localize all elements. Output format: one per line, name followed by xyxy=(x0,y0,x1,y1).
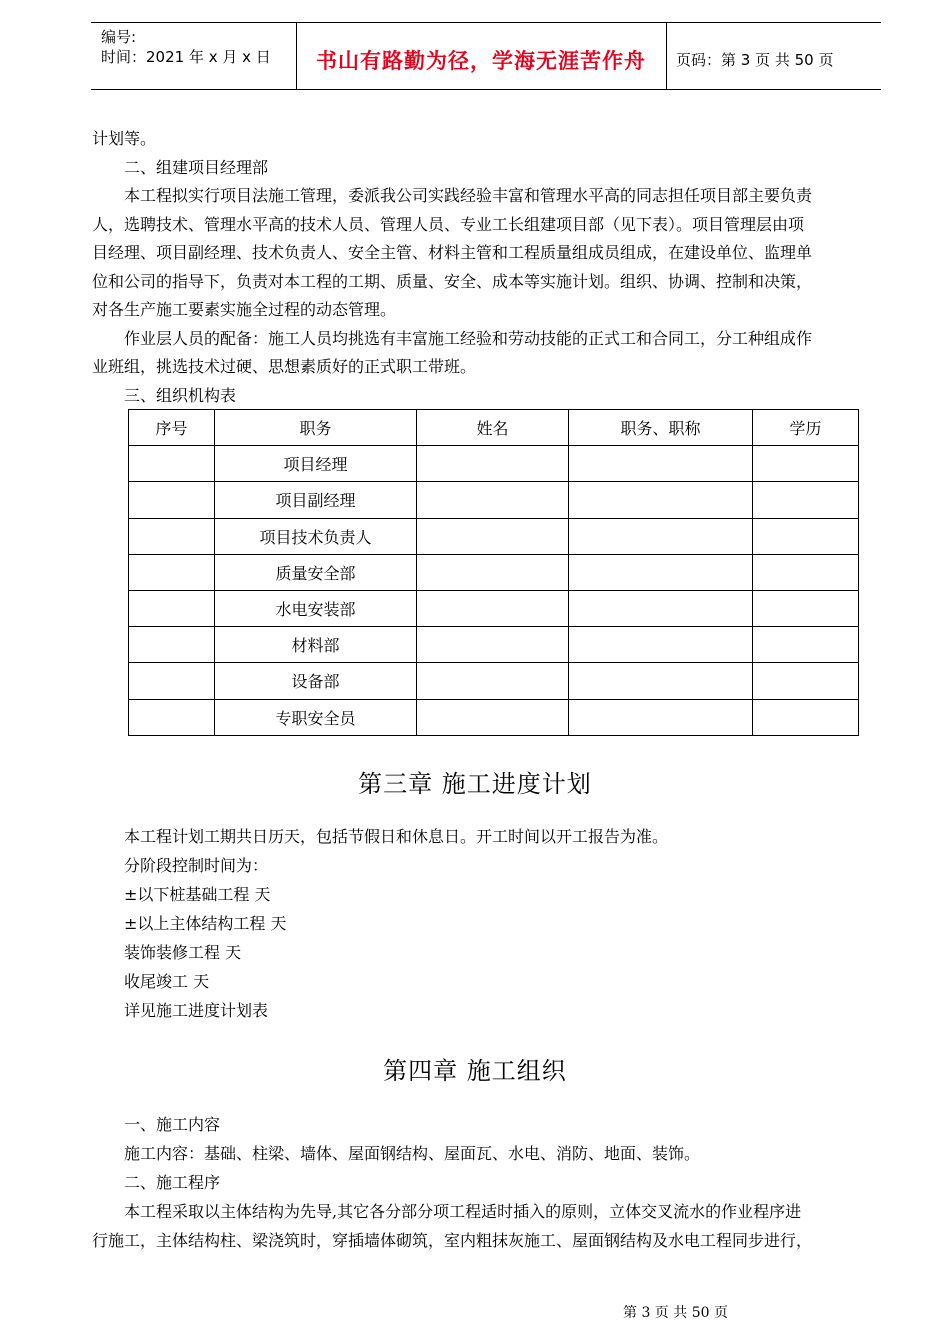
text-line: 收尾竣工 天 xyxy=(124,972,210,991)
organization-table xyxy=(128,409,859,736)
position-cell: 项目经理 xyxy=(215,446,417,482)
section-heading: 三、组织机构表 xyxy=(124,386,237,405)
table-row xyxy=(129,554,859,590)
text-line: ±以下桩基础工程 天 xyxy=(124,885,271,904)
chapter-title: 第四章 施工组织 xyxy=(383,1057,567,1085)
table-row xyxy=(129,446,859,482)
text-line: 施工内容：基础、柱梁、墙体、屋面钢结构、屋面瓦、水电、消防、地面、装饰。 xyxy=(124,1144,701,1163)
header-cell: 职务 xyxy=(215,410,417,446)
text-line: 装饰装修工程 天 xyxy=(124,943,242,962)
paragraph-line: 作业层人员的配备：施工人员均挑选有丰富施工经验和劳动技能的正式工和合同工，分工种组成作 xyxy=(124,329,813,348)
table-row xyxy=(129,699,859,735)
position-cell: 设备部 xyxy=(215,663,417,699)
header-meta xyxy=(101,27,271,67)
text-line: ±以上主体结构工程 天 xyxy=(124,914,287,933)
time-label: 时间：2021 年 x 月 x 日 xyxy=(101,48,271,66)
header-cell: 序号 xyxy=(129,410,215,446)
section-heading: 二、组建项目经理部 xyxy=(124,158,269,177)
header-cell: 学历 xyxy=(753,410,859,446)
text-line: 分阶段控制时间为： xyxy=(124,856,269,875)
page-header xyxy=(91,22,881,90)
paragraph-line: 对各生产施工要素实施全过程的动态管理。 xyxy=(92,300,397,319)
position-cell: 质量安全部 xyxy=(215,554,417,590)
page-footer: 第 3 页 共 50 页 xyxy=(623,1305,728,1321)
table-row xyxy=(129,590,859,626)
table-header-row xyxy=(129,410,859,446)
table-row xyxy=(129,663,859,699)
section-heading: 一、施工内容 xyxy=(124,1115,221,1134)
header-divider xyxy=(666,23,667,89)
position-cell: 材料部 xyxy=(215,627,417,663)
paragraph-line: 业班组，挑选技术过硬、思想素质好的正式职工带班。 xyxy=(92,357,477,376)
section-heading: 二、施工程序 xyxy=(124,1173,221,1192)
chapter-title: 第三章 施工进度计划 xyxy=(358,770,592,798)
text-line: 本工程计划工期共日历天，包括节假日和休息日。开工时间以开工报告为准。 xyxy=(124,827,669,846)
table-row xyxy=(129,482,859,518)
header-cell: 姓名 xyxy=(417,410,569,446)
position-cell: 专职安全员 xyxy=(215,699,417,735)
table-row xyxy=(129,627,859,663)
number-label: 编号: xyxy=(101,28,137,46)
paragraph-line: 位和公司的指导下，负责对本工程的工期、质量、安全、成本等实施计划。组织、协调、控制和决策， xyxy=(92,272,813,291)
table-row xyxy=(129,518,859,554)
text-line: 详见施工进度计划表 xyxy=(124,1001,269,1020)
paragraph-line: 本工程拟实行项目法施工管理，委派我公司实践经验丰富和管理水平高的同志担任项目部主要负责 xyxy=(124,186,813,205)
header-motto: 书山有路勤为径，学海无涯苦作舟 xyxy=(316,48,646,73)
header-cell: 职务、职称 xyxy=(569,410,753,446)
header-page-info: 页码：第 3 页 共 50 页 xyxy=(676,51,834,69)
text-line: 计划等。 xyxy=(92,129,157,148)
position-cell: 水电安装部 xyxy=(215,590,417,626)
position-cell: 项目技术负责人 xyxy=(215,518,417,554)
position-cell: 项目副经理 xyxy=(215,482,417,518)
paragraph-line: 行施工，主体结构柱、梁浇筑时，穿插墙体砌筑，室内粗抹灰施工、屋面钢结构及水电工程同步进行， xyxy=(92,1231,813,1250)
paragraph-line: 目经理、项目副经理、技术负责人、安全主管、材料主管和工程质量组成员组成，在建设单位、监理单 xyxy=(92,243,813,262)
paragraph-line: 本工程采取以主体结构为先导,其它各分部分项工程适时插入的原则，立体交叉流水的作业程序进 xyxy=(124,1202,802,1221)
paragraph-line: 人，选聘技术、管理水平高的技术人员、管理人员、专业工长组建项目部（见下表）。项目管理层由项 xyxy=(92,215,805,234)
